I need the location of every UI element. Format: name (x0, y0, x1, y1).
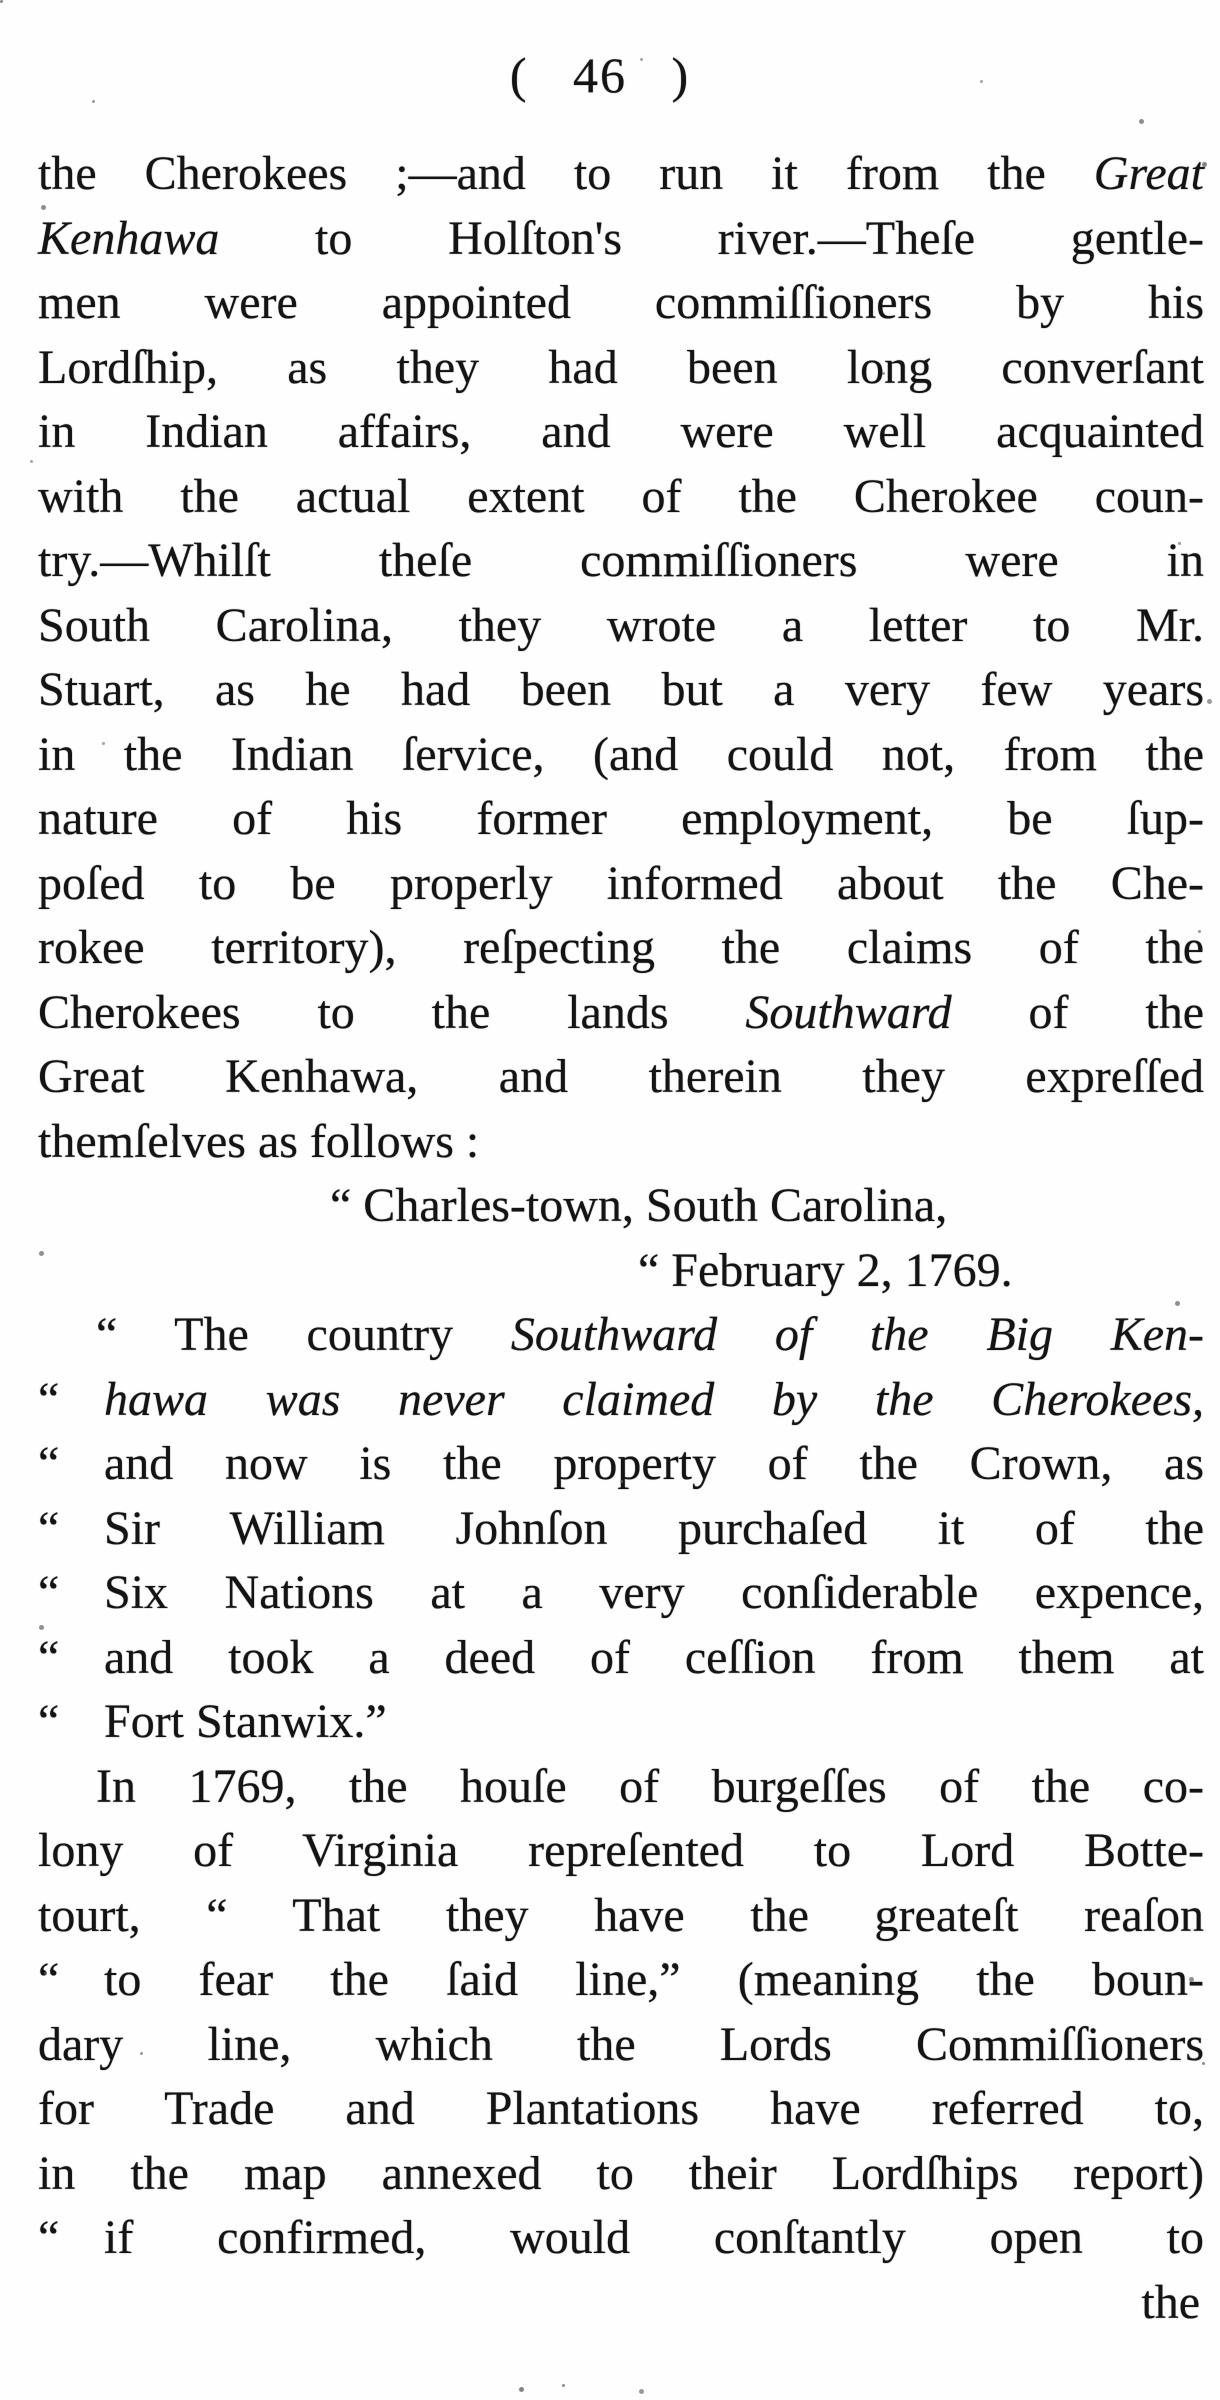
text-segment: in Indian affairs, and were well acquainted (38, 405, 1204, 458)
text-segment: in the Indian ſervice, (and could not, from the (38, 727, 1204, 781)
text-segment: Fort Stanwix.” (104, 1695, 387, 1748)
text-line (38, 271, 1204, 336)
text-segment: and took a deed of ceſſion from them at (104, 1630, 1204, 1684)
text-line (38, 2142, 1204, 2207)
text-line (38, 787, 1204, 852)
text-segment: nature of his former employment, be ſup- (38, 792, 1204, 845)
hanging-quote: “ (38, 1437, 60, 1490)
hanging-quote: “ (38, 1372, 60, 1426)
text-segment: if confirmed, would conſtantly open to (104, 2211, 1204, 2264)
text-line (38, 465, 1204, 530)
text-segment: In 1769, the houſe of burgeſſes of the co- (96, 1759, 1204, 1813)
italic-segment: Southward (745, 985, 952, 1039)
italic-segment: Great (1093, 147, 1204, 200)
text-segment: Stuart, as he had been but a very few years (38, 663, 1204, 716)
text-segment: to fear the ſaid line,” (meaning the boun- (104, 1953, 1204, 2006)
text-segment: to Holſton's river.—Theſe gentle- (219, 211, 1204, 265)
hanging-quote: “ (38, 1630, 60, 1684)
text-segment: Lordſhip, as they had been long converſant (38, 340, 1204, 394)
text-line (38, 1819, 1204, 1884)
text-segment: Cherokees to the lands (38, 985, 746, 1039)
text-segment: of the (951, 985, 1205, 1039)
page-number: ( 46 ) (509, 47, 691, 103)
text-segment: rokee territory), reſpecting the claims of the (38, 921, 1204, 974)
text-line (38, 981, 1204, 1046)
text-line (38, 594, 1204, 659)
text-segment: for Trade and Plantations have referred to, (38, 2082, 1204, 2135)
hanging-quote: “ (38, 1953, 60, 2006)
text-line (38, 1110, 1204, 1175)
text-line (38, 400, 1204, 465)
letter-dateline-date (38, 1239, 1204, 1304)
text-segment: “ The country (96, 1308, 511, 1361)
text-segment: Great Kenhawa, and therein they expreſſed (38, 1050, 1204, 1103)
text-line (38, 1045, 1204, 1110)
hanging-quote: “ (38, 1695, 60, 1748)
text-line (38, 529, 1204, 594)
text-line (38, 1303, 1204, 1368)
text-line (38, 1948, 1204, 2013)
text-line (38, 723, 1204, 788)
text-segment: the Cherokees ;—and to run it from the (38, 147, 1094, 200)
scan-ink-specks (0, 0, 3, 3)
text-segment: try.—Whilſt theſe commiſſioners were in (38, 534, 1204, 587)
hanging-quote: “ (38, 2211, 60, 2264)
text-segment: men were appointed commiſſioners by his (38, 276, 1204, 329)
text-line (38, 1884, 1204, 1949)
text-line (38, 916, 1204, 981)
text-segment: themſelves as follows : (38, 1114, 480, 1168)
text-line (38, 1626, 1204, 1691)
text-segment: “ February 2, 1769. (638, 1243, 1013, 1297)
text-line (38, 1497, 1204, 1562)
italic-segment: hawa was never claimed by the Cherokees, (104, 1372, 1204, 1426)
text-line (38, 1690, 1204, 1755)
text-segment: dary line, which the Lords Commiſſioners (38, 2017, 1204, 2071)
text-segment: and now is the property of the Crown, as (104, 1437, 1204, 1490)
text-segment: South Carolina, they wrote a letter to Mr. (38, 598, 1204, 652)
text-segment: poſed to be properly informed about the Che- (38, 856, 1204, 910)
text-line (38, 852, 1204, 917)
hanging-quote: “ (38, 1501, 60, 1555)
text-line (38, 1432, 1204, 1497)
italic-segment: Kenhawa (38, 211, 220, 265)
text-line (38, 1368, 1204, 1433)
text-segment: “ Charles-town, South Carolina, (330, 1179, 948, 1232)
text-line (38, 2077, 1204, 2142)
text-line (38, 1755, 1204, 1820)
catchword: the (1141, 2275, 1200, 2329)
text-line (38, 2206, 1204, 2271)
text-line (38, 336, 1204, 401)
text-line (38, 207, 1204, 272)
text-segment: lony of Virginia repreſented to Lord Botte- (38, 1824, 1204, 1877)
italic-segment: Southward of the Big Ken- (510, 1308, 1205, 1361)
text-line (38, 2013, 1204, 2078)
text-segment: in the map annexed to their Lordſhips report) (38, 2146, 1204, 2200)
hanging-quote: “ (38, 1566, 60, 1619)
page-text (38, 142, 1204, 2335)
text-segment: tourt, “ That they have the greateſt reaſon (38, 1888, 1204, 1942)
letter-dateline-place (38, 1174, 1204, 1239)
text-segment: with the actual extent of the Cherokee coun- (38, 469, 1204, 523)
text-segment: Six Nations at a very conſiderable expence, (104, 1566, 1204, 1619)
text-line (38, 658, 1204, 723)
text-segment: Sir William Johnſon purchaſed it of the (104, 1501, 1204, 1555)
text-line (38, 1561, 1204, 1626)
text-line (38, 142, 1204, 207)
